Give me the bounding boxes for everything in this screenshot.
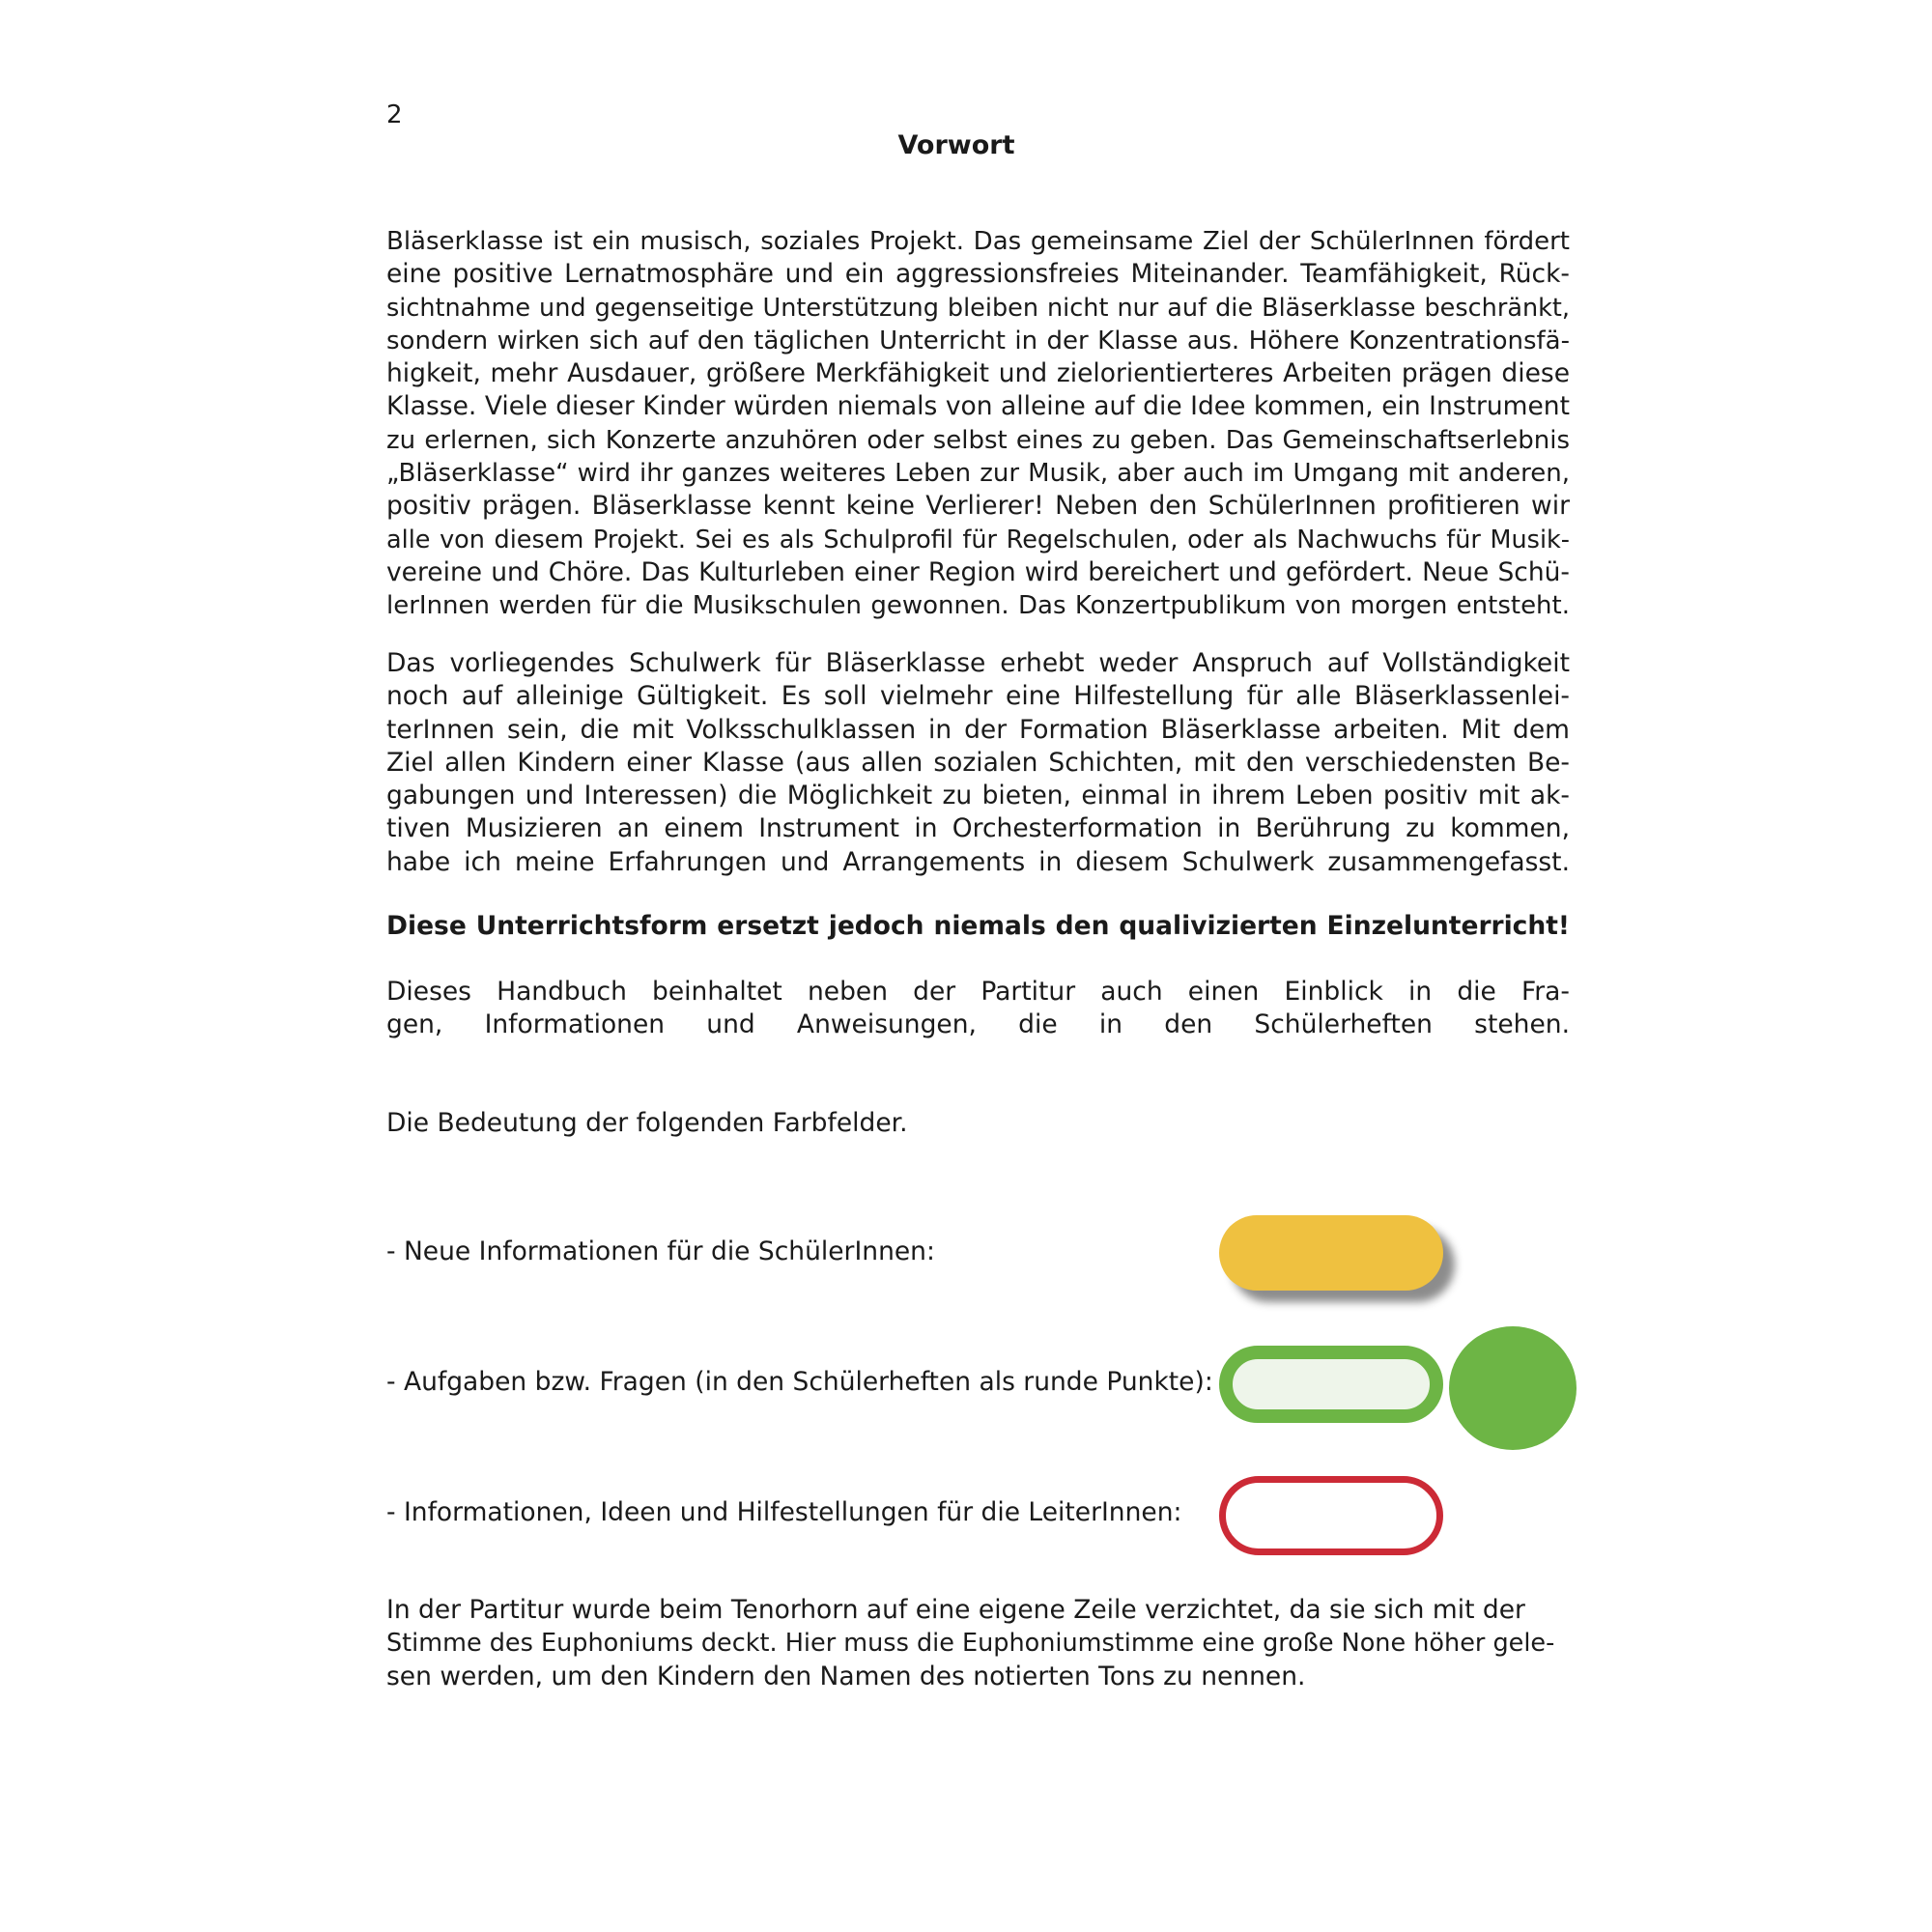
text-line: Klasse. Viele dieser Kinder würden niemals von alleine auf die Idee kommen, ein Instrument [386, 391, 1570, 422]
text-line: In der Partitur wurde beim Tenorhorn auf eine eigene Zeile verzichtet, da sie sich mit der [386, 1595, 1525, 1625]
text-line: lerInnen werden für die Musikschulen gewonnen. Das Konzertpublikum von morgen entsteht. [386, 591, 1570, 621]
legend-label-new-info: - Neue Informationen für die SchülerInnen: [386, 1236, 935, 1266]
text-line: habe ich meine Erfahrungen und Arrangements in diesem Schulwerk zusammengefasst. [386, 846, 1570, 877]
text-line: sen werden, um den Kindern den Namen des notierten Tons zu nennen. [386, 1661, 1306, 1691]
text-line: Diese Unterrichtsform ersetzt jedoch niemals den qualivizierten Einzelunterricht! [386, 911, 1570, 941]
text-line: terInnen sein, die mit Volksschulklassen in der Formation Bläserklasse arbeiten. Mit dem [386, 714, 1570, 745]
legend-intro: Die Bedeutung der folgenden Farbfelder. [386, 1108, 908, 1138]
text-line: higkeit, mehr Ausdauer, größere Merkfähigkeit und zielorientierteres Arbeiten prägen diese [386, 358, 1570, 389]
green-dot-icon [1449, 1326, 1577, 1450]
text-line: noch auf alleinige Gültigkeit. Es soll vielmehr eine Hilfestellung für alle Bläserklassenlei- [386, 681, 1570, 712]
text-line: gen, Informationen und Anweisungen, die in den Schülerheften stehen. [386, 1009, 1570, 1040]
text-line: Bläserklasse ist ein musisch, soziales Projekt. Das gemeinsame Ziel der SchülerInnen fördert [386, 227, 1570, 256]
text-line: sondern wirken sich auf den täglichen Unterricht in der Klasse aus. Höhere Konzentrationsfä- [386, 326, 1570, 355]
bold-notice [386, 910, 1570, 943]
text-line: eine positive Lernatmosphäre und ein aggressionsfreies Miteinander. Teamfähigkeit, Rück- [386, 259, 1570, 290]
text-line: positiv prägen. Bläserklasse kennt keine Verlierer! Neben den SchülerInnen profitieren wir [386, 491, 1570, 522]
legend-label-tasks: - Aufgaben bzw. Fragen (in den Schülerheften als runde Punkte): [386, 1367, 1213, 1397]
paragraph-partitur [386, 1594, 1570, 1693]
text-line: Ziel allen Kindern einer Klasse (aus allen sozialen Schichten, mit den verschiedensten Be- [386, 747, 1570, 778]
page-title: Vorwort [897, 130, 1015, 160]
text-line: „Bläserklasse“ wird ihr ganzes weiteres Leben zur Musik, aber auch im Umgang mit anderen, [386, 459, 1570, 489]
text-line: vereine und Chöre. Das Kulturleben einer Region wird bereichert und gefördert. Neue Schü- [386, 556, 1570, 587]
paragraph-handbuch [386, 976, 1570, 1042]
red-color-field [1219, 1476, 1443, 1555]
green-color-field [1219, 1346, 1443, 1423]
paragraph-schulwerk [386, 647, 1570, 879]
text-line: gabungen und Interessen) die Möglichkeit zu bieten, einmal in ihrem Leben positiv mit ak- [386, 781, 1570, 811]
page-number: 2 [386, 100, 403, 129]
text-line: sichtnahme und gegenseitige Unterstützung bleiben nicht nur auf die Bläserklasse beschränkt, [386, 293, 1570, 323]
text-line: Stimme des Euphoniums deckt. Hier muss die Euphoniumstimme eine große None höher gele- [386, 1629, 1555, 1659]
yellow-color-field [1219, 1215, 1443, 1291]
text-line: Das vorliegendes Schulwerk für Bläserklasse erhebt weder Anspruch auf Vollständigkeit [386, 648, 1570, 678]
text-line: Dieses Handbuch beinhaltet neben der Partitur auch einen Einblick in die Fra- [386, 977, 1570, 1007]
text-line: alle von diesem Projekt. Sei es als Schulprofil für Regelschulen, oder als Nachwuchs für Musik- [386, 525, 1570, 554]
text-line: zu erlernen, sich Konzerte anzuhören oder selbst eines zu geben. Das Gemeinschaftserlebnis [386, 425, 1570, 455]
legend-label-leader-info: - Informationen, Ideen und Hilfestellungen für die LeiterInnen: [386, 1497, 1182, 1527]
text-line: tiven Musizieren an einem Instrument in Orchesterformation in Berührung zu kommen, [386, 813, 1570, 844]
paragraph-intro [386, 225, 1570, 623]
